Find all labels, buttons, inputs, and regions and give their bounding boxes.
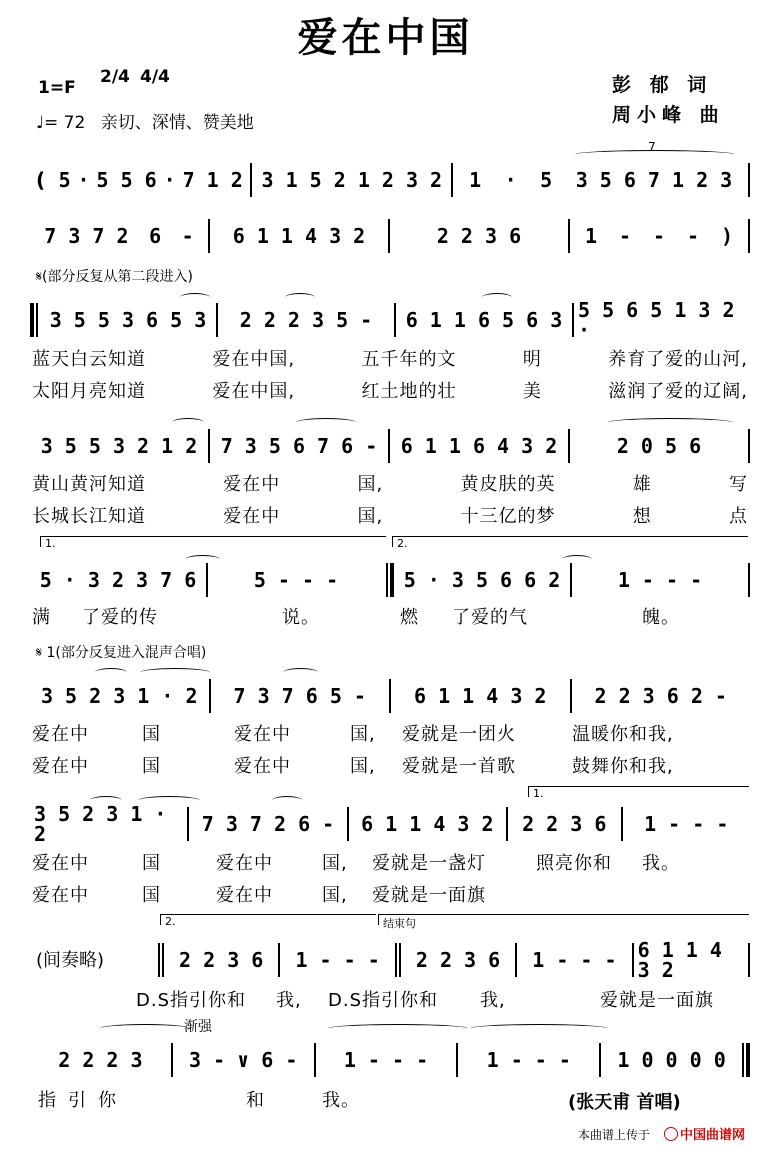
lyric: 爱在中	[223, 474, 281, 495]
lyric: 黄山黄河知道	[32, 474, 146, 495]
dash: -	[181, 224, 194, 248]
measure	[623, 814, 750, 834]
note-group: 1 - - -	[644, 812, 729, 836]
note-group: 3 5 2 3 1 · 2	[34, 802, 167, 846]
lyric: 点	[728, 506, 748, 527]
lyric: 爱在中	[216, 853, 273, 874]
segno-instruction-1: 𝄋(部分反复从第二段进入)	[36, 269, 193, 285]
note-group: 7 3 7 2	[44, 224, 129, 248]
measure	[349, 814, 506, 834]
time-signature-1: 2/4	[100, 67, 130, 87]
lyric: 国,	[357, 474, 384, 495]
intro-row-1	[30, 160, 750, 200]
coda-label: 结束句	[383, 917, 416, 930]
site-logo[interactable]	[664, 1124, 745, 1143]
lyric: 太阳月亮知道	[32, 381, 146, 402]
tie	[328, 1024, 468, 1033]
verse-row-2	[30, 426, 750, 466]
lyric: 魄。	[642, 607, 680, 628]
paren-close: )	[720, 224, 734, 248]
measure	[51, 170, 250, 190]
tuplet-slur	[575, 150, 735, 159]
lyric: 温暖你和我,	[572, 724, 674, 745]
note-group: 1 - - -	[486, 1048, 571, 1072]
lyric: 指引你	[38, 1090, 128, 1111]
note-group: 5 5 6	[96, 168, 157, 192]
measure	[390, 436, 568, 456]
slur	[100, 1024, 190, 1033]
lyric: 说。	[282, 607, 320, 628]
measure	[508, 814, 621, 834]
lyric: 照亮你和	[536, 853, 612, 874]
measure	[634, 940, 748, 980]
measure	[164, 950, 278, 970]
lyric: 我,	[276, 990, 302, 1011]
volta-1b	[528, 786, 749, 800]
lyric: 爱在中	[32, 756, 89, 777]
volta-2	[392, 536, 748, 550]
lyric: 明	[522, 349, 542, 370]
note: 5	[58, 168, 71, 192]
measure	[316, 1050, 457, 1070]
verse-lyrics-1	[32, 345, 748, 371]
lyric: 爱在中国,	[212, 381, 296, 402]
lyric: 燃	[400, 607, 419, 628]
measure	[210, 436, 388, 456]
interlude-text: (间奏略)	[36, 950, 105, 971]
coda-bracket	[378, 914, 749, 930]
lyric: 爱在中	[234, 756, 291, 777]
lyric: 滋润了爱的辽阔,	[608, 381, 748, 402]
note-group: 6 1 1 6 4 3 2	[400, 434, 558, 458]
lyric: 十三亿的梦	[460, 506, 556, 527]
note-group: 7 1 2	[182, 168, 243, 192]
lyric: 爱在中	[32, 885, 89, 906]
lyric: 爱就是一团火	[402, 724, 516, 745]
lyric: 红土地的壮	[361, 381, 457, 402]
paren-open: (	[36, 168, 46, 192]
lyric: 国,	[322, 853, 348, 874]
measure	[401, 950, 515, 970]
lyric: 和	[246, 1090, 265, 1111]
lyric: 雄	[632, 474, 652, 495]
measure	[208, 570, 384, 590]
note-group: 2 2 3 6	[522, 812, 607, 836]
expression-text: 亲切、深情、赞美地	[100, 113, 254, 133]
segno-instruction-2: 𝄋 1(部分反复进入混声合唱)	[36, 645, 207, 661]
barline	[748, 563, 750, 597]
verse-row-1	[30, 300, 750, 340]
note-group: 3 1 5 2 1 2 3 2	[261, 168, 443, 192]
triplet-number: 7	[648, 140, 656, 154]
note-group: 2 2 2 3 5 -	[239, 308, 373, 332]
lyric: 爱就是一盏灯	[372, 853, 486, 874]
lyric: 长城长江知道	[32, 506, 146, 527]
note-group: 2 2 3 6	[436, 224, 522, 248]
page-title: 爱在中国	[297, 15, 474, 61]
chorus-row-2	[30, 804, 750, 844]
tempo-value: ♩= 72	[36, 113, 86, 133]
measure	[30, 436, 208, 456]
note-group: 3 5 6 7 1 2 3	[575, 168, 733, 192]
lyric: 爱就是一面旗	[600, 990, 714, 1011]
note-group: 2 2 2 3	[58, 1048, 143, 1072]
measure	[570, 226, 748, 246]
note-group: 6 1 1 4 3 2	[232, 224, 366, 248]
lyricist-credit: 彭 郁 词	[612, 74, 713, 96]
lyric: 爱就是一首歌	[402, 756, 516, 777]
note-group: 6 1 1 4 3 2	[361, 812, 494, 836]
barline	[748, 163, 750, 197]
ending-row	[30, 560, 750, 600]
dash: -	[618, 224, 632, 248]
time-signature-2: 4/4	[140, 67, 170, 87]
verse-lyrics-3	[32, 470, 748, 496]
intro-row-2	[30, 216, 750, 256]
volta-1-label: 1.	[45, 537, 56, 550]
lyric: 鼓舞你和我,	[572, 756, 674, 777]
measure	[280, 950, 394, 970]
note-group: 5 5 6 5 1 3 2 ·	[578, 298, 735, 342]
note: 1	[584, 224, 598, 248]
lyric: 爱在中	[32, 853, 89, 874]
lyric: 了爱的气	[452, 607, 528, 628]
note-group: 6 1 1 4 3 2	[637, 938, 722, 982]
note: 5	[540, 168, 553, 192]
note-group: 2 2 3 6 2 -	[594, 684, 727, 708]
note-group: 3 5 5 3 2 1 2	[40, 434, 198, 458]
measure	[572, 686, 751, 706]
note-group: 1 - - -	[532, 948, 617, 972]
measure	[30, 226, 208, 246]
measure	[211, 686, 390, 706]
measure	[391, 686, 570, 706]
note: 1	[469, 168, 482, 192]
dot-note: ·	[504, 168, 517, 192]
lyric: 五千年的文	[361, 349, 457, 370]
note-group: 2 2 3 6	[179, 948, 264, 972]
measure	[189, 814, 346, 834]
lyric: 养育了爱的山河,	[608, 349, 748, 370]
note-group: 5 · 3 2 3 7 6	[39, 568, 197, 592]
volta-2b	[160, 914, 376, 928]
volta-label: 2.	[165, 915, 176, 928]
key-signature: 1=F	[38, 78, 76, 98]
lyric: 国	[142, 885, 161, 906]
measure	[210, 226, 388, 246]
lyric: 满	[32, 607, 51, 628]
lyric: D.S指引你和	[136, 990, 247, 1011]
note-group: 2 0 5 6	[616, 434, 702, 458]
chorus-row-1	[30, 676, 750, 716]
note-group: 6 1 1 4 3 2	[414, 684, 547, 708]
measure	[30, 804, 187, 844]
lyric: 国,	[322, 885, 348, 906]
measure	[572, 570, 748, 590]
measure	[458, 1050, 599, 1070]
repeat-start	[30, 303, 40, 337]
note-group: 5 - - -	[253, 568, 339, 592]
dot-note: ·	[77, 168, 90, 192]
measure	[252, 170, 451, 190]
note-group: 1 0 0 0 0	[617, 1048, 726, 1072]
volta-1	[40, 536, 386, 550]
measure	[601, 1050, 742, 1070]
lyric: 想	[632, 506, 652, 527]
singer-credit: (张天甫 首唱)	[568, 1092, 681, 1113]
lyric: 爱在中	[223, 506, 281, 527]
note-group: 3 - ∨ 6 -	[189, 1048, 298, 1072]
note-group: 1 - - -	[343, 1048, 429, 1072]
lyric: 我,	[480, 990, 506, 1011]
verse-lyrics-2	[32, 377, 748, 403]
lyric: 写	[728, 474, 748, 495]
barline	[748, 943, 750, 977]
measure	[453, 170, 748, 190]
measure	[394, 570, 570, 590]
lyric: 我。	[642, 853, 680, 874]
measure	[517, 950, 631, 970]
lyric: 蓝天白云知道	[32, 349, 146, 370]
lyric: D.S指引你和	[328, 990, 439, 1011]
measure	[173, 1050, 314, 1070]
measure	[396, 310, 572, 330]
lyric: 我。	[322, 1090, 360, 1111]
measure	[40, 310, 216, 330]
logo-text: 中国曲谱网	[680, 1128, 746, 1143]
crescendo-marking: 渐强	[184, 1019, 212, 1035]
measure	[30, 570, 206, 590]
note-group: 7 3 5 6 7 6 -	[220, 434, 378, 458]
volta-label: 1.	[533, 787, 544, 800]
note-group: 7 3 7 6 5 -	[233, 684, 366, 708]
note-group: 3 5 5 3 6 5 3	[49, 308, 207, 332]
lyric: 了爱的传	[82, 607, 158, 628]
note-group: 5 · 3 5 6 6 2	[403, 568, 561, 592]
tempo-marking	[36, 108, 254, 133]
lyric: 爱在中	[216, 885, 273, 906]
measure	[570, 436, 748, 456]
lyric: 黄皮肤的英	[460, 474, 556, 495]
note-group: 7 3 7 2 6 -	[201, 812, 335, 836]
volta-2-label: 2.	[397, 537, 408, 550]
tie	[470, 1024, 608, 1033]
lyric: 爱在中国,	[212, 349, 296, 370]
note-group: 6 1 1 6 5 6 3	[405, 308, 563, 332]
logo-icon	[664, 1127, 678, 1141]
note-group: 1 - - -	[617, 568, 703, 592]
repeat-end	[384, 563, 394, 597]
footer-text: 本曲谱上传于	[578, 1128, 651, 1142]
note: 6	[149, 224, 162, 248]
ds-row	[158, 940, 750, 980]
note-group: 2 2 3 6	[415, 948, 501, 972]
lyric: 国	[142, 853, 161, 874]
verse-lyrics-4	[32, 502, 748, 528]
composer-credit: 周小峰 曲	[612, 104, 725, 126]
lyric: 国,	[357, 506, 384, 527]
lyric: 国,	[350, 724, 376, 745]
dash: -	[652, 224, 666, 248]
lyric: 国	[142, 756, 161, 777]
measure	[218, 310, 394, 330]
measure	[30, 1050, 171, 1070]
lyric: 美	[522, 381, 542, 402]
final-row	[30, 1040, 750, 1080]
barline	[748, 429, 750, 463]
measure	[390, 226, 568, 246]
lyric: 爱在中	[32, 724, 89, 745]
dot-note: ·	[163, 168, 176, 192]
lyric: 国,	[350, 756, 376, 777]
measure	[574, 300, 750, 340]
dash: -	[686, 224, 700, 248]
barline	[748, 219, 750, 253]
final-barline	[742, 1043, 750, 1077]
measure	[30, 686, 209, 706]
note-group: 3 5 2 3 1 · 2	[40, 684, 198, 708]
note-group: 1 - - -	[295, 948, 380, 972]
lyric: 爱就是一面旗	[372, 885, 486, 906]
lyric: 爱在中	[234, 724, 291, 745]
lyric: 国	[142, 724, 161, 745]
